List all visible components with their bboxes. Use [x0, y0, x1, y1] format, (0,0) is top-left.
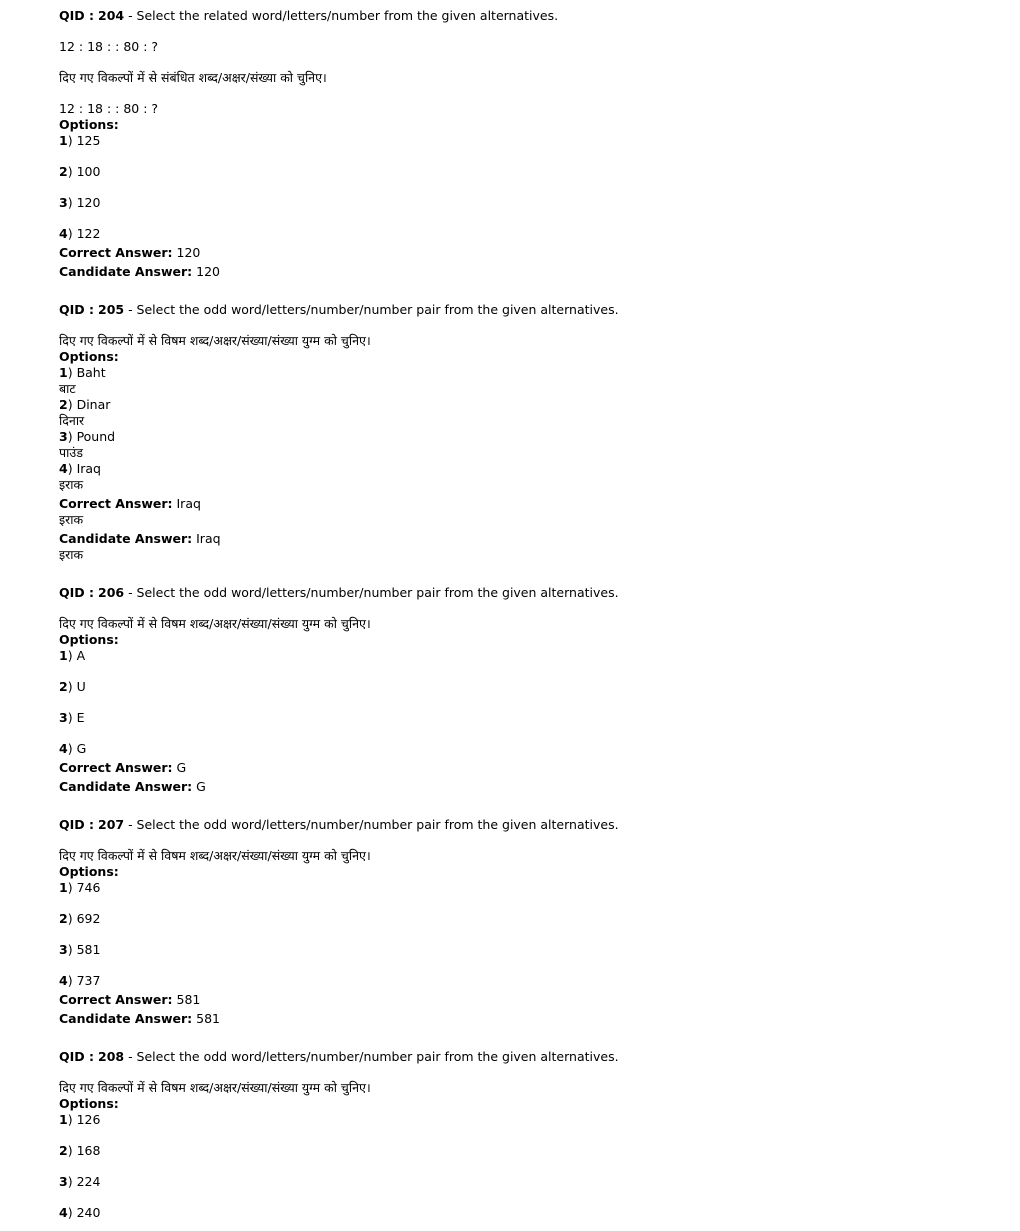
- correct-answer: Correct Answer: Iraq: [59, 496, 201, 511]
- options-label: Options:: [59, 632, 119, 647]
- question-stem-hi: 12 : 18 : : 80 : ?: [59, 101, 159, 116]
- question-text-hi: दिए गए विकल्पों में से विषम शब्द/अक्षर/संख्या/संख्या युग्म को चुनिए।: [59, 848, 371, 863]
- option-3: 3) Pound: [59, 429, 116, 444]
- question-205: [59, 302, 1020, 563]
- question-text-hi: दिए गए विकल्पों में से विषम शब्द/अक्षर/संख्या/संख्या युग्म को चुनिए।: [59, 1080, 371, 1095]
- option-1: 1) 125: [59, 133, 101, 148]
- correct-answer: Correct Answer: G: [59, 760, 187, 775]
- question-header: QID : 207 - Select the odd word/letters/number/number pair from the given alternatives.: [59, 817, 619, 832]
- question-208: [59, 1049, 1020, 1221]
- option-2-hi: दिनार: [59, 413, 85, 428]
- option-2: 2) U: [59, 679, 86, 694]
- option-2: 2) 168: [59, 1143, 101, 1158]
- option-1: 1) Baht: [59, 365, 106, 380]
- option-4: 4) 122: [59, 226, 101, 241]
- option-1: 1) 746: [59, 880, 101, 895]
- option-3: 3) 224: [59, 1174, 101, 1189]
- option-1: 1) 126: [59, 1112, 101, 1127]
- correct-answer: Correct Answer: 581: [59, 992, 201, 1007]
- option-4: 4) 737: [59, 973, 101, 988]
- option-4-hi: इराक: [59, 477, 84, 492]
- question-text-hi: दिए गए विकल्पों में से विषम शब्द/अक्षर/संख्या/संख्या युग्म को चुनिए।: [59, 616, 371, 631]
- question-header: QID : 208 - Select the odd word/letters/number/number pair from the given alternatives.: [59, 1049, 619, 1064]
- options-label: Options:: [59, 1096, 119, 1111]
- option-2: 2) 100: [59, 164, 101, 179]
- candidate-answer-hi: इराक: [59, 547, 84, 562]
- correct-answer-hi: इराक: [59, 512, 84, 527]
- option-3: 3) 120: [59, 195, 101, 210]
- candidate-answer: Candidate Answer: 581: [59, 1011, 220, 1026]
- candidate-answer: Candidate Answer: 120: [59, 264, 220, 279]
- options-label: Options:: [59, 864, 119, 879]
- options-label: Options:: [59, 117, 119, 132]
- question-text-hi: दिए गए विकल्पों में से संबंधित शब्द/अक्षर/संख्या को चुनिए।: [59, 70, 327, 85]
- question-header: QID : 204 - Select the related word/letters/number from the given alternatives.: [59, 8, 559, 23]
- option-3: 3) E: [59, 710, 85, 725]
- candidate-answer: Candidate Answer: Iraq: [59, 531, 221, 546]
- question-header: QID : 205 - Select the odd word/letters/number/number pair from the given alternatives.: [59, 302, 619, 317]
- candidate-answer: Candidate Answer: G: [59, 779, 206, 794]
- option-4: 4) 240: [59, 1205, 101, 1220]
- option-2: 2) 692: [59, 911, 101, 926]
- question-header: QID : 206 - Select the odd word/letters/number/number pair from the given alternatives.: [59, 585, 619, 600]
- options-label: Options:: [59, 349, 119, 364]
- question-206: [59, 585, 1020, 795]
- option-1-hi: बाट: [59, 381, 76, 396]
- option-4: 4) Iraq: [59, 461, 101, 476]
- option-1: 1) A: [59, 648, 86, 663]
- option-3: 3) 581: [59, 942, 101, 957]
- option-4: 4) G: [59, 741, 87, 756]
- question-207: [59, 817, 1020, 1027]
- question-text-hi: दिए गए विकल्पों में से विषम शब्द/अक्षर/संख्या/संख्या युग्म को चुनिए।: [59, 333, 371, 348]
- question-204: [59, 8, 1020, 280]
- correct-answer: Correct Answer: 120: [59, 245, 201, 260]
- question-stem-en: 12 : 18 : : 80 : ?: [59, 39, 159, 54]
- option-3-hi: पाउंड: [59, 445, 83, 460]
- option-2: 2) Dinar: [59, 397, 111, 412]
